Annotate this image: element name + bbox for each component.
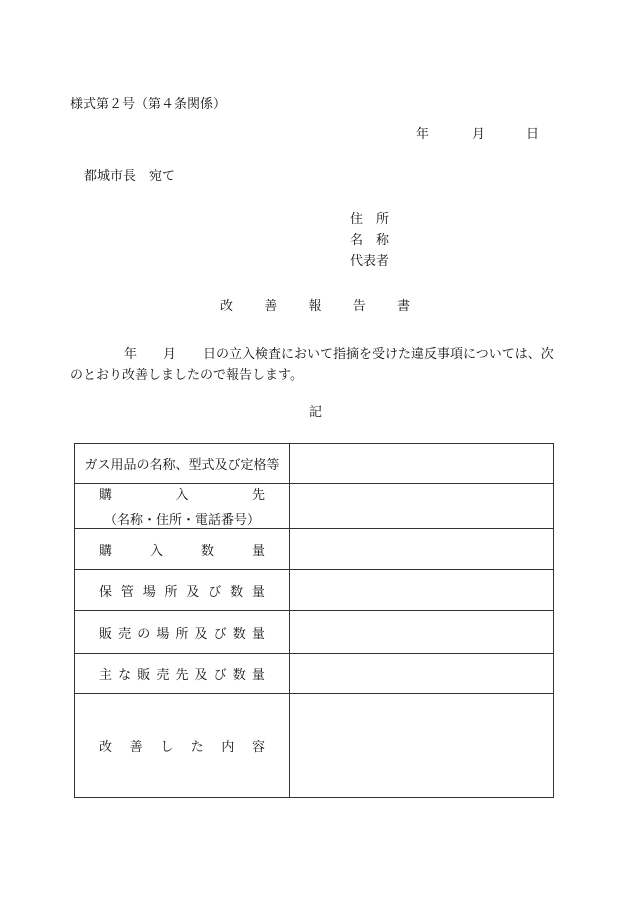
table-row <box>75 570 554 611</box>
label-spaced-chars <box>99 581 265 600</box>
label-char: 保 <box>99 584 113 600</box>
value-gas-product[interactable] <box>290 444 554 484</box>
body-text-line-2: のとおり改善しましたので報告します。 <box>70 368 303 383</box>
label-char: 先 <box>251 488 265 503</box>
label-purchase-quantity <box>75 529 290 570</box>
label-char: 内 <box>221 740 235 755</box>
body-month-label: 月 <box>163 347 177 362</box>
sender-name-label: 名 称 <box>350 233 390 248</box>
table-row <box>75 654 554 694</box>
label-char: 数 <box>230 584 244 600</box>
label-char: 先 <box>175 668 189 683</box>
label-char: な <box>118 668 132 683</box>
label-char: 所 <box>164 584 178 600</box>
body-year-label: 年 <box>124 347 138 362</box>
date-line <box>416 128 541 142</box>
label-char: 数 <box>200 543 214 559</box>
addressee: 都城市長 宛て <box>84 169 176 184</box>
label-char: 購 <box>99 488 113 503</box>
label-char: 購 <box>99 543 113 559</box>
label-char: 管 <box>120 584 134 600</box>
label-char: 場 <box>142 584 156 600</box>
label-char: び <box>213 626 227 642</box>
label-char: 数 <box>232 668 246 683</box>
value-purchase-quantity[interactable] <box>290 529 554 570</box>
label-char: 場 <box>156 626 170 642</box>
label-char: 及 <box>186 584 200 600</box>
value-main-buyers[interactable] <box>290 654 554 694</box>
label-char: の <box>137 626 151 642</box>
label-char: 及 <box>194 626 208 642</box>
label-char: 販 <box>99 626 113 642</box>
title-char: 改 <box>220 299 234 314</box>
label-char: 量 <box>251 626 265 642</box>
date-month-label: 月 <box>472 127 486 142</box>
label-char: 売 <box>118 626 132 642</box>
label-char: 量 <box>251 668 265 683</box>
label-char: 入 <box>175 488 189 503</box>
label-main-buyers <box>75 654 290 694</box>
label-char: 入 <box>149 543 163 559</box>
table-row <box>75 484 554 529</box>
label-char: 善 <box>129 740 143 755</box>
title-char: 報 <box>308 299 322 314</box>
value-storage-location[interactable] <box>290 570 554 611</box>
label-purchase-source-sub: （名称・住所・電話番号） <box>103 513 260 528</box>
title-char: 書 <box>396 299 410 314</box>
document-title <box>220 300 410 313</box>
label-char: 及 <box>194 668 208 683</box>
table-row <box>75 444 554 484</box>
report-table <box>74 443 554 798</box>
label-char: 容 <box>251 740 265 755</box>
ki-heading: 記 <box>309 405 323 420</box>
body-text-rest: 日の立入検査において指摘を受けた違反事項については、次 <box>203 347 554 362</box>
label-char: し <box>160 740 174 755</box>
table-row <box>75 529 554 570</box>
value-purchase-source[interactable] <box>290 484 554 529</box>
label-char: 量 <box>251 543 265 559</box>
label-char: 主 <box>99 668 113 683</box>
label-storage-location <box>75 570 290 611</box>
sender-address-label: 住 所 <box>350 212 390 227</box>
sender-block <box>350 209 389 272</box>
label-char: 量 <box>251 584 265 600</box>
title-char: 善 <box>264 299 278 314</box>
title-char: 告 <box>352 299 366 314</box>
table-row <box>75 611 554 654</box>
value-improvement-details[interactable] <box>290 694 554 798</box>
label-gas-product: ガス用品の名称、型式及び定格等 <box>75 444 290 484</box>
table-row <box>75 694 554 798</box>
date-year-label: 年 <box>416 127 430 142</box>
label-char: 売 <box>156 668 170 683</box>
label-char: 販 <box>137 668 151 683</box>
label-char: 数 <box>232 626 246 642</box>
body-text-line-1 <box>70 348 564 362</box>
label-spaced-chars <box>99 540 265 559</box>
sender-representative-label: 代表者 <box>350 254 390 269</box>
label-char: び <box>213 668 227 683</box>
label-char: 改 <box>99 740 113 755</box>
value-sales-location[interactable] <box>290 611 554 654</box>
label-sales-location <box>75 611 290 654</box>
label-spaced-chars <box>99 736 265 755</box>
label-spaced-chars <box>99 623 265 642</box>
label-char: び <box>208 584 222 600</box>
label-char: た <box>190 740 204 755</box>
label-spaced-chars <box>99 664 265 683</box>
date-day-label: 日 <box>526 127 540 142</box>
label-purchase-source <box>75 484 290 529</box>
form-number: 様式第２号（第４条関係） <box>70 97 227 112</box>
label-spaced-chars <box>99 484 265 503</box>
label-char: 所 <box>175 626 189 642</box>
label-improvement-details <box>75 694 290 798</box>
